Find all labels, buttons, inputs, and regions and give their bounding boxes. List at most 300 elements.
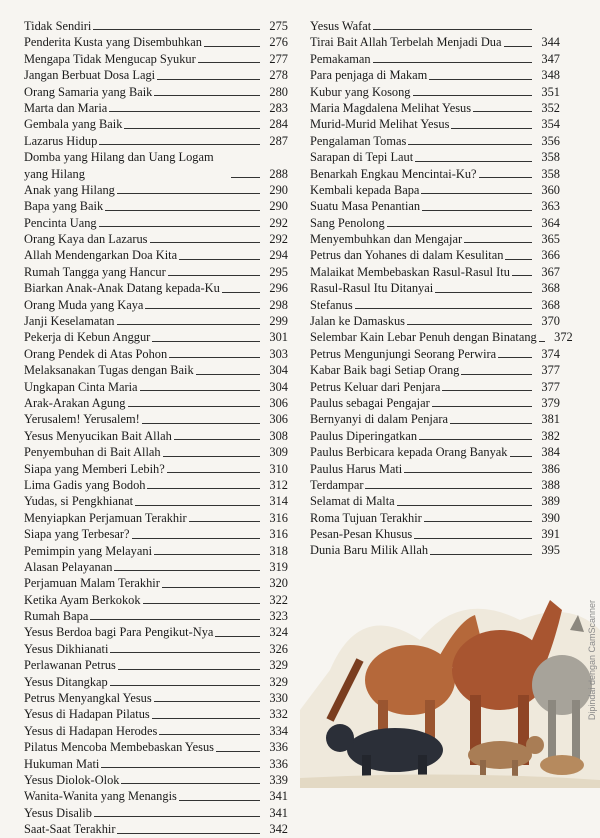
toc-entry-title: Penyembuhan di Bait Allah [24, 445, 161, 460]
toc-entry-page: 358 [541, 166, 560, 181]
toc-entry-title: Petrus Keluar dari Penjara [310, 379, 441, 394]
toc-leader-line [121, 783, 260, 784]
toc-entry-page: 298 [269, 297, 288, 312]
toc-entry [24, 18, 288, 34]
toc-entry-page: 384 [541, 445, 560, 460]
toc-entry [310, 428, 560, 444]
toc-entry-title: Marta dan Maria [24, 100, 108, 115]
toc-entry-page: 324 [269, 625, 288, 640]
toc-entry-title: Selamat di Malta [310, 494, 395, 509]
toc-entry [24, 805, 288, 821]
toc-entry-page: 336 [269, 756, 288, 771]
toc-leader-line [473, 111, 532, 112]
toc-entry-page: 360 [541, 182, 560, 197]
toc-entry-title: Pilatus Mencoba Membebaskan Yesus [24, 740, 214, 755]
toc-entry-page: 339 [269, 772, 288, 787]
toc-entry-page: 395 [541, 543, 560, 558]
toc-leader-line [117, 193, 260, 194]
toc-entry-title: Roma Tujuan Terakhir [310, 510, 422, 525]
toc-leader-line [128, 406, 260, 407]
toc-entry-title: Rumah Bapa [24, 609, 89, 624]
toc-entry-title: Paulus sebagai Pengajar [310, 395, 430, 410]
toc-entry-title: Rasul-Rasul Itu Ditanyai [310, 281, 434, 296]
toc-entry [310, 526, 560, 542]
toc-entry-title: Malaikat Membebaskan Rasul-Rasul Itu [310, 264, 510, 279]
toc-leader-line [132, 538, 260, 539]
toc-leader-line [124, 128, 260, 129]
toc-entry [24, 477, 288, 493]
toc-entry-title: Gembala yang Baik [24, 117, 123, 132]
toc-leader-line [140, 390, 260, 391]
toc-entry-page: 323 [269, 609, 288, 624]
toc-entry-title: Pekerja di Kebun Anggur [24, 330, 151, 345]
toc-entry [24, 231, 288, 247]
toc-entry-title: Lazarus Hidup [24, 133, 98, 148]
toc-entry-title: Tirai Bait Allah Terbelah Menjadi Dua [310, 35, 502, 50]
toc-entry-page: 292 [269, 215, 288, 230]
toc-leader-line [505, 259, 532, 260]
toc-leader-line [479, 177, 532, 178]
toc-entry-page: 296 [269, 281, 288, 296]
toc-entry-title: Jangan Berbuat Dosa Lagi [24, 68, 156, 83]
toc-entry-title: Suatu Masa Penantian [310, 199, 421, 214]
toc-entry [310, 362, 560, 378]
toc-entry-page: 341 [269, 789, 288, 804]
toc-entry-page: 364 [541, 215, 560, 230]
toc-entry-title: Yesus Wafat [310, 18, 372, 33]
toc-entry [24, 493, 288, 509]
toc-leader-line [432, 406, 532, 407]
toc-entry-title: Yesus Dikhianati [24, 641, 109, 656]
toc-entry-page: 309 [269, 445, 288, 460]
toc-entry [24, 395, 288, 411]
toc-entry-title: Perjamuan Malam Terakhir [24, 576, 160, 591]
toc-leader-line [135, 505, 260, 506]
toc-entry-page: 294 [269, 248, 288, 263]
toc-entry [24, 247, 288, 263]
toc-entry [24, 739, 288, 755]
toc-entry [310, 149, 560, 165]
toc-entry [310, 379, 560, 395]
toc-entry-page: 374 [541, 346, 560, 361]
toc-leader-line [222, 292, 260, 293]
toc-entry-page: 276 [269, 35, 288, 50]
toc-entry-page: 379 [541, 395, 560, 410]
toc-leader-line [414, 538, 532, 539]
toc-entry-page: 368 [541, 281, 560, 296]
toc-entry-page: 363 [541, 199, 560, 214]
toc-entry-page: 352 [541, 100, 560, 115]
toc-entry-title: Benarkah Engkau Mencintai-Ku? [310, 166, 477, 181]
toc-entry-title: Hukuman Mati [24, 756, 100, 771]
toc-entry-page: 318 [269, 543, 288, 558]
toc-entry-page: 342 [269, 822, 288, 837]
toc-entry [24, 280, 288, 296]
toc-right-column [310, 18, 573, 575]
toc-entry-page: 330 [269, 691, 288, 706]
toc-entry [24, 526, 288, 542]
toc-leader-line [152, 718, 260, 719]
toc-leader-line [117, 833, 260, 834]
toc-entry [24, 313, 288, 329]
toc-entry [310, 477, 560, 493]
toc-leader-line [512, 275, 532, 276]
toc-entry-page: 347 [541, 51, 560, 66]
toc-entry-title: Pesan-Pesan Khusus [310, 527, 413, 542]
toc-leader-line [231, 177, 260, 178]
toc-leader-line [162, 587, 260, 588]
toc-entry-title: Siapa yang Memberi Lebih? [24, 461, 165, 476]
toc-entry [24, 379, 288, 395]
toc-entry-title: Allah Mendengarkan Doa Kita [24, 248, 178, 263]
toc-leader-line [204, 46, 260, 47]
toc-entry [24, 362, 288, 378]
toc-leader-line [99, 144, 260, 145]
toc-entry-title: Ungkapan Cinta Maria [24, 379, 138, 394]
toc-entry [24, 67, 288, 83]
toc-entry-title: Janji Keselamatan [24, 314, 115, 329]
toc-leader-line [435, 292, 532, 293]
toc-entry-page: 322 [269, 592, 288, 607]
toc-leader-line [109, 111, 260, 112]
toc-leader-line [150, 242, 260, 243]
toc-leader-line [143, 603, 260, 604]
toc-leader-line [174, 439, 260, 440]
toc-entry-page: 314 [269, 494, 288, 509]
toc-entry [24, 182, 288, 198]
toc-entry [310, 231, 560, 247]
toc-entry-page: 287 [269, 133, 288, 148]
toc-leader-line [415, 161, 532, 162]
toc-leader-line [167, 472, 260, 473]
toc-entry-page: 310 [269, 461, 288, 476]
toc-entry-title: Saat-Saat Terakhir [24, 822, 116, 837]
toc-entry-page: 283 [269, 100, 288, 115]
toc-entry [310, 313, 560, 329]
toc-entry-title: Paulus Diperingatkan [310, 428, 418, 443]
toc-leader-line [169, 357, 260, 358]
toc-entry-page: 365 [541, 232, 560, 247]
toc-entry-page: 306 [269, 395, 288, 410]
toc-entry-page: 316 [269, 510, 288, 525]
toc-entry-title: Paulus Berbicara kepada Orang Banyak [310, 445, 508, 460]
toc-leader-line [442, 390, 532, 391]
toc-entry-page: 354 [541, 117, 560, 132]
toc-entry [310, 493, 560, 509]
toc-leader-line [196, 374, 260, 375]
toc-leader-line [504, 46, 533, 47]
toc-leader-line [159, 734, 260, 735]
toc-entry [24, 575, 288, 591]
toc-entry-title: Selembar Kain Lebar Penuh dengan Binatang [310, 330, 537, 345]
toc-entry [310, 543, 560, 559]
toc-entry-title: Tidak Sendiri [24, 18, 92, 33]
toc-entry-page: 332 [269, 707, 288, 722]
toc-leader-line [179, 259, 260, 260]
toc-leader-line [216, 751, 260, 752]
toc-entry [24, 543, 288, 559]
toc-entry-title: Para penjaga di Makam [310, 68, 428, 83]
toc-entry [24, 706, 288, 722]
scanner-watermark: Dipindai dengan CamScanner [587, 600, 597, 721]
toc-entry [24, 461, 288, 477]
toc-entry-page: 301 [269, 330, 288, 345]
toc-entry-page: 275 [269, 18, 288, 33]
toc-entry [310, 51, 560, 67]
toc-leader-line [198, 62, 260, 63]
toc-entry-page: 308 [269, 428, 288, 443]
toc-entry [310, 510, 560, 526]
toc-entry [24, 674, 288, 690]
toc-entry-page: 377 [541, 379, 560, 394]
toc-entry-title: Orang Muda yang Kaya [24, 297, 144, 312]
toc-entry-title: Bernyanyi di dalam Penjara [310, 412, 448, 427]
toc-entry-title: Yesus di Hadapan Pilatus [24, 707, 150, 722]
toc-entry-page: 334 [269, 723, 288, 738]
toc-leader-line [387, 226, 532, 227]
toc-entry [310, 133, 560, 149]
toc-entry [310, 67, 560, 83]
toc-leader-line [464, 242, 532, 243]
toc-entry [24, 297, 288, 313]
toc-entry [24, 444, 288, 460]
toc-entry [310, 411, 560, 427]
toc-left-column [24, 18, 288, 838]
toc-entry-page: 295 [269, 264, 288, 279]
toc-entry-page: 390 [541, 510, 560, 525]
toc-entry-title: Orang Pendek di Atas Pohon [24, 346, 168, 361]
toc-entry-title: Anak yang Hilang [24, 182, 115, 197]
toc-entry-page: 381 [541, 412, 560, 427]
toc-entry-title: Kabar Baik bagi Setiap Orang [310, 363, 460, 378]
toc-entry [310, 182, 560, 198]
toc-leader-line [430, 554, 532, 555]
toc-entry-page: 290 [269, 199, 288, 214]
toc-entry [24, 723, 288, 739]
toc-entry [24, 346, 288, 362]
toc-leader-line [118, 669, 260, 670]
toc-leader-line [154, 701, 260, 702]
toc-entry [24, 510, 288, 526]
toc-entry-title: Yesus Berdoa bagi Para Pengikut-Nya [24, 625, 214, 640]
toc-entry [24, 34, 288, 50]
toc-leader-line [145, 308, 260, 309]
toc-entry [310, 166, 560, 182]
toc-entry-page: 351 [541, 84, 560, 99]
toc-leader-line [408, 144, 532, 145]
toc-entry-title: Yesus Diolok-Olok [24, 772, 120, 787]
toc-entry-page: 329 [269, 658, 288, 673]
toc-leader-line [404, 472, 532, 473]
toc-entry [310, 395, 560, 411]
toc-entry-page: 356 [541, 133, 560, 148]
toc-entry-page: 284 [269, 117, 288, 132]
toc-entry [310, 18, 560, 34]
toc-entry [24, 788, 288, 804]
toc-entry-page: 336 [269, 740, 288, 755]
toc-entry-title: Maria Magdalena Melihat Yesus [310, 100, 472, 115]
toc-leader-line [168, 275, 260, 276]
toc-leader-line [407, 324, 532, 325]
toc-entry-title: Yesus Ditangkap [24, 674, 108, 689]
toc-entry-title: Perlawanan Petrus [24, 658, 116, 673]
toc-entry [24, 149, 288, 182]
toc-entry-page: 382 [541, 428, 560, 443]
toc-entry-title: Stefanus [310, 297, 353, 312]
toc-leader-line [147, 488, 260, 489]
toc-leader-line [154, 554, 260, 555]
toc-entry-title: Siapa yang Terbesar? [24, 527, 130, 542]
toc-entry-page: 341 [269, 805, 288, 820]
toc-entry-page: 368 [541, 297, 560, 312]
toc-entry [24, 690, 288, 706]
toc-entry [24, 51, 288, 67]
toc-entry [24, 411, 288, 427]
toc-entry [24, 198, 288, 214]
toc-entry [310, 280, 560, 296]
toc-entry [24, 215, 288, 231]
toc-entry-page: 304 [269, 363, 288, 378]
toc-entry-page: 329 [269, 674, 288, 689]
toc-entry-page: 316 [269, 527, 288, 542]
toc-leader-line [93, 29, 260, 30]
toc-entry-page: 389 [541, 494, 560, 509]
toc-leader-line [90, 619, 260, 620]
toc-leader-line [498, 357, 532, 358]
toc-entry-title: Sang Penolong [310, 215, 385, 230]
toc-leader-line [154, 95, 260, 96]
toc-entry [24, 559, 288, 575]
toc-entry-title: Mengapa Tidak Mengucap Syukur [24, 51, 196, 66]
toc-leader-line [510, 456, 533, 457]
toc-entry [24, 821, 288, 837]
toc-entry [24, 133, 288, 149]
toc-leader-line [461, 374, 532, 375]
toc-entry [24, 329, 288, 345]
toc-entry [310, 461, 560, 477]
toc-entry-page: 278 [269, 68, 288, 83]
toc-leader-line [110, 685, 260, 686]
toc-entry-title: Petrus dan Yohanes di dalam Kesulitan [310, 248, 504, 263]
toc-entry-page: 367 [541, 264, 560, 279]
toc-entry-title: Alasan Pelayanan [24, 559, 113, 574]
toc-entry-title: Melaksanakan Tugas dengan Baik [24, 363, 194, 378]
toc-leader-line [419, 439, 532, 440]
toc-entry-page: 299 [269, 314, 288, 329]
toc-entry-title: Pengalaman Tomas [310, 133, 407, 148]
toc-entry-page: 358 [541, 150, 560, 165]
toc-entry-title: Pemimpin yang Melayani [24, 543, 153, 558]
toc-leader-line [117, 324, 261, 325]
toc-entry-title: Penderita Kusta yang Disembuhkan [24, 35, 202, 50]
toc-entry-page: 388 [541, 477, 560, 492]
toc-entry-title: Biarkan Anak-Anak Datang kepada-Ku [24, 281, 220, 296]
toc-entry-title: Yerusalem! Yerusalem! [24, 412, 140, 427]
toc-entry-page: 326 [269, 641, 288, 656]
toc-entry [310, 329, 573, 345]
toc-entry-title: Menyiapkan Perjamuan Terakhir [24, 510, 187, 525]
toc-leader-line [142, 423, 260, 424]
toc-entry [310, 34, 560, 50]
toc-leader-line [179, 800, 260, 801]
toc-entry-page: 348 [541, 68, 560, 83]
toc-leader-line [373, 62, 532, 63]
toc-entry [24, 264, 288, 280]
toc-entry-title: Terdampar [310, 477, 364, 492]
toc-entry-title: Dunia Baru Milik Allah [310, 543, 429, 558]
toc-entry-title: Murid-Murid Melihat Yesus [310, 117, 450, 132]
toc-leader-line [421, 193, 532, 194]
toc-entry [310, 444, 560, 460]
toc-entry [24, 772, 288, 788]
toc-entry-title: Jalan ke Damaskus [310, 314, 405, 329]
toc-entry-title: Paulus Harus Mati [310, 461, 403, 476]
toc-entry-title: Orang Samaria yang Baik [24, 84, 153, 99]
toc-leader-line [422, 210, 532, 211]
toc-entry-title: Bapa yang Baik [24, 199, 104, 214]
toc-leader-line [94, 816, 260, 817]
toc-leader-line [101, 767, 260, 768]
toc-leader-line [99, 226, 260, 227]
toc-leader-line [365, 488, 532, 489]
toc-entry-title: Domba yang Hilang dan Uang Logam yang Hilang [24, 150, 214, 181]
toc-entry-title: Yesus Menyucikan Bait Allah [24, 428, 172, 443]
toc-leader-line [355, 308, 532, 309]
toc-leader-line [152, 341, 260, 342]
toc-entry-page: 319 [269, 559, 288, 574]
toc-entry-title: Wanita-Wanita yang Menangis [24, 789, 177, 804]
toc-leader-line [539, 341, 545, 342]
toc-entry-page: 304 [269, 379, 288, 394]
toc-entry [310, 297, 560, 313]
toc-leader-line [189, 521, 260, 522]
toc-leader-line [105, 210, 260, 211]
toc-entry [24, 592, 288, 608]
toc-entry-page: 290 [269, 182, 288, 197]
toc-entry-page: 372 [554, 330, 573, 345]
toc-entry [24, 608, 288, 624]
toc-leader-line [397, 505, 532, 506]
toc-leader-line [157, 79, 260, 80]
toc-entry-title: Yudas, si Pengkhianat [24, 494, 134, 509]
toc-entry [310, 198, 560, 214]
toc-entry-title: Petrus Menyangkal Yesus [24, 691, 152, 706]
toc-entry-page: 288 [269, 166, 288, 181]
toc-entry [310, 346, 560, 362]
toc-entry-page: 303 [269, 346, 288, 361]
toc-entry-title: Yesus Disalib [24, 805, 92, 820]
toc-entry-title: Rumah Tangga yang Hancur [24, 264, 166, 279]
toc-entry-page: 370 [541, 314, 560, 329]
toc-entry-title: Lima Gadis yang Bodoh [24, 477, 146, 492]
toc-entry-title: Pemakaman [310, 51, 371, 66]
toc-leader-line [429, 79, 532, 80]
toc-entry-title: Orang Kaya dan Lazarus [24, 232, 148, 247]
toc-entry-page: 306 [269, 412, 288, 427]
toc-entry-page: 377 [541, 363, 560, 378]
toc-entry [24, 84, 288, 100]
toc-leader-line [110, 652, 260, 653]
toc-entry-title: Pencinta Uang [24, 215, 97, 230]
toc-entry [24, 428, 288, 444]
toc-entry-title: Sarapan di Tepi Laut [310, 150, 414, 165]
toc-leader-line [424, 521, 532, 522]
toc-entry [310, 116, 560, 132]
toc-entry-page: 277 [269, 51, 288, 66]
toc-entry [310, 264, 560, 280]
toc-leader-line [215, 636, 260, 637]
toc-entry-page: 312 [269, 477, 288, 492]
